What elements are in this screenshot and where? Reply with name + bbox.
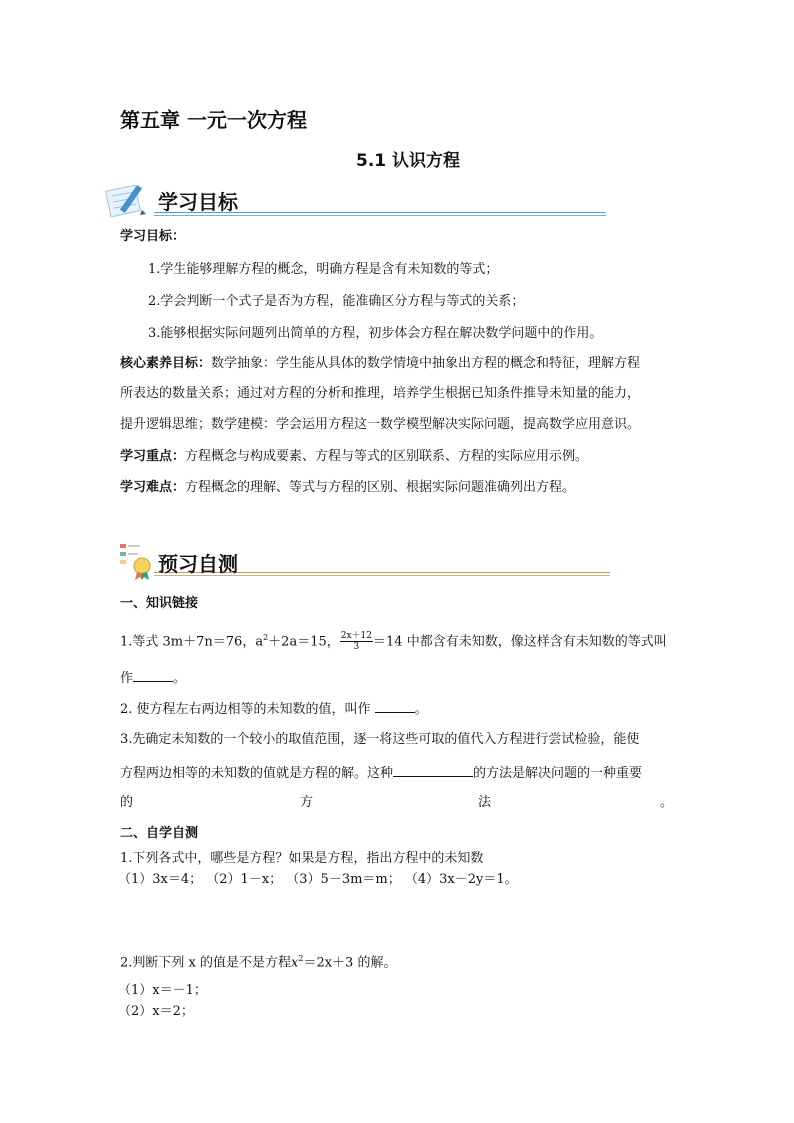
answer-blank[interactable] <box>393 762 473 777</box>
q3-word: 的 <box>120 795 134 810</box>
fraction-numerator: 2x＋12 <box>340 631 373 642</box>
self-test-q2-item: （2）x＝2； <box>118 1004 194 1019</box>
goal-item: 2.学会判断一个式子是否为方程，能准确区分方程与等式的关系； <box>148 294 525 309</box>
banner-learning-goals <box>104 180 608 220</box>
pencil-notebook-icon <box>104 180 156 220</box>
core-goals-line: 所表达的数量关系；通过对方程的分析和推理，培养学生根据已知条件推导未知量的能力， <box>120 386 641 401</box>
question-1 <box>120 629 667 652</box>
q1-text: ＝14 中都含有未知数，像这样含有未知数的等式叫 <box>373 634 667 650</box>
self-test-question-1: 1.下列各式中，哪些是方程？如果是方程，指出方程中的未知数 <box>120 851 484 866</box>
goal-item: 1.学生能够理解方程的概念，明确方程是含有未知数的等式； <box>148 262 499 277</box>
self-test-q2-item: （1）x＝－1； <box>118 983 207 998</box>
banner-preview-test <box>118 540 612 580</box>
variable-x: x <box>291 955 299 971</box>
question-3: 3.先确定未知数的一个较小的取值范围，逐一将这些可取的值代入方程进行尝试检验，能使 <box>120 732 640 747</box>
banner-title: 预习自测 <box>158 552 238 576</box>
part1-heading: 一、知识链接 <box>120 596 199 611</box>
q2-text: 。 <box>414 702 428 717</box>
difficulties <box>120 479 575 497</box>
q3-text: 的方法是解决问题的一种重要 <box>473 766 643 781</box>
goals-heading: 学习目标： <box>120 229 186 244</box>
q2-superscript: 2 <box>298 954 304 963</box>
q3-word: 。 <box>660 795 674 810</box>
answer-blank[interactable] <box>375 698 415 713</box>
q1-text: 1.等式 3m＋7n＝76，a <box>120 634 264 650</box>
q1-text: 。 <box>173 671 187 686</box>
goal-item: 3.能够根据实际问题列出简单的方程，初步体会方程在解决数学问题中的作用。 <box>148 326 603 341</box>
self-test-q1-items: （1）3x＝4； （2）1－x； （3）5－3m＝m； （4）3x－2y＝1。 <box>118 872 518 887</box>
chapter-title: 第五章 一元一次方程 <box>120 108 307 132</box>
core-goals-text: 数学抽象：学生能从具体的数学情境中抽象出方程的概念和特征，理解方程 <box>211 356 641 371</box>
medal-checklist-icon <box>118 540 158 580</box>
q1-text: ＋2a＝15， <box>268 634 340 650</box>
part2-heading: 二、自学自测 <box>120 826 199 841</box>
answer-blank[interactable] <box>133 667 173 682</box>
q1-superscript: 2 <box>263 633 269 642</box>
question-3-cont <box>120 762 642 783</box>
q3-word: 法 <box>478 795 492 810</box>
banner-title: 学习目标 <box>158 190 238 214</box>
question-2 <box>120 698 428 719</box>
q3-text: 方程两边相等的未知数的值就是方程的解。这种 <box>120 766 394 781</box>
difficulties-text: 方程概念的理解、等式与方程的区别、根据实际问题准确列出方程。 <box>185 480 576 495</box>
key-points-text: 方程概念与构成要素、方程与等式的区别联系、方程的实际应用示例。 <box>185 449 589 464</box>
self-test-question-2 <box>120 950 396 972</box>
section-title: 5.1 认识方程 <box>356 151 461 171</box>
q1-fraction <box>340 631 373 652</box>
core-goals-label: 核心素养目标： <box>120 356 212 371</box>
q2-text: ＝2x＋3 的解。 <box>303 955 397 971</box>
q2-text: 2.判断下列 x 的值是不是方程 <box>120 955 291 971</box>
core-goals-line <box>120 355 640 373</box>
question-1-cont <box>120 667 186 688</box>
fraction-denominator: 3 <box>353 642 360 653</box>
q2-text: 2. 使方程左右两边相等的未知数的值，叫作 <box>120 702 371 717</box>
key-points-label: 学习重点： <box>120 449 186 464</box>
core-goals-line: 提升逻辑思维；数学建模：学会运用方程这一数学模型解决实际问题，提高数学应用意识。 <box>120 417 641 432</box>
q3-word: 方 <box>300 795 314 810</box>
difficulties-label: 学习难点： <box>120 480 186 495</box>
q1-text: 作 <box>120 671 134 686</box>
key-points <box>120 448 588 466</box>
